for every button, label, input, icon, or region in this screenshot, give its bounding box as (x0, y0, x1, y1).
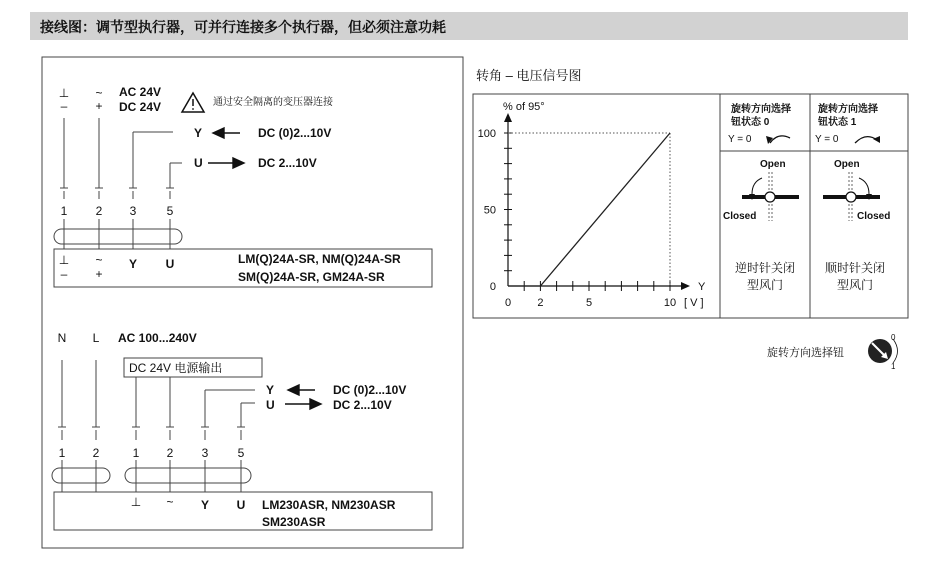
box-label: ~ (166, 495, 174, 509)
cable-bundle-230v-supply (52, 468, 110, 483)
col0-title-line2: 钮状态 0 (731, 117, 770, 128)
closed-label: Closed (723, 211, 757, 222)
wiring-frame (42, 57, 463, 548)
col0-y-value: Y = 0 (728, 134, 752, 145)
terminal-number: 5 (237, 446, 245, 460)
y-tick-label: 100 (477, 128, 496, 140)
y-axis-arrow (504, 113, 512, 122)
model-names-line1: LM230ASR, NM230ASR (262, 498, 396, 512)
terminal-number: 2 (166, 446, 174, 460)
signal-u-value: DC 2...10V (258, 156, 317, 170)
dc-output-label: DC 24V 电源输出 (129, 361, 223, 375)
signal-u-label: U (266, 398, 275, 412)
x-tick-label: 0 (504, 297, 512, 309)
signal-u-label: U (194, 156, 203, 170)
signal-y-value: DC (0)2...10V (333, 383, 407, 397)
signal-y-value: DC (0)2...10V (258, 126, 332, 140)
box-label: ~ (95, 253, 103, 267)
x-axis-arrow (681, 282, 690, 290)
signal-y-label: Y (194, 126, 203, 140)
switch-pos-0: 0 (891, 333, 896, 342)
box-label: U (165, 257, 175, 271)
y-tick-label: 0 (489, 281, 496, 293)
col0-title-line1: 旋转方向选择 (731, 104, 791, 115)
terminal-number: 5 (166, 204, 174, 218)
col1-title-line2: 钮状态 1 (818, 117, 857, 128)
supply-label-plus: + (95, 99, 103, 113)
box-label: ⊥ (58, 253, 70, 267)
signal-y-label: Y (266, 383, 275, 397)
x-axis-label: Y (698, 281, 706, 293)
box-label: ⊥ (130, 495, 142, 509)
supply-label-n: N (57, 331, 67, 345)
model-names-line2: SM(Q)24A-SR, GM24A-SR (238, 270, 385, 284)
x-axis-unit: [ V ] (684, 297, 704, 309)
supply-voltage-ac230: AC 100...240V (118, 331, 197, 345)
series-line (508, 133, 670, 286)
open-label: Open (834, 159, 860, 170)
supply-voltage-dc: DC 24V (119, 100, 162, 114)
model-names-line2: SM230ASR (262, 515, 326, 529)
supply-label-minus: – (60, 99, 68, 113)
cable-bundle-24v (54, 229, 182, 244)
model-names-line1: LM(Q)24A-SR, NM(Q)24A-SR (238, 252, 401, 266)
col0-caption-line2: 型风门 (746, 278, 784, 292)
open-label: Open (760, 159, 786, 170)
col1-caption-line2: 型风门 (836, 278, 874, 292)
terminal-number: 1 (60, 204, 68, 218)
x-tick-label: 2 (537, 297, 544, 309)
terminal-number: 2 (95, 204, 103, 218)
terminal-number: 3 (201, 446, 209, 460)
switch-label: 旋转方向选择钮 (767, 347, 844, 359)
angle-voltage-chart (478, 101, 706, 309)
terminal-number: 3 (129, 204, 137, 218)
terminal-number: 1 (58, 446, 66, 460)
col0-caption-line1: 逆时针关闭 (734, 261, 796, 275)
col1-caption-line1: 顺时针关闭 (824, 261, 886, 275)
y-axis-label: % of 95° (503, 101, 545, 113)
y-tick-label: 50 (483, 204, 496, 217)
closed-label: Closed (857, 211, 891, 222)
box-label: Y (128, 257, 138, 271)
ccw-arrow-icon (770, 136, 790, 143)
col1-title-line1: 旋转方向选择 (818, 104, 878, 115)
x-tick-label: 5 (585, 297, 593, 309)
signal-u-value: DC 2...10V (333, 398, 392, 412)
warning-icon (182, 93, 204, 112)
box-label: + (95, 267, 103, 281)
supply-label-ac: ~ (95, 86, 103, 100)
header-title: 接线图：调节型执行器，可并行连接多个执行器，但必须注意功耗 (40, 20, 446, 36)
switch-pos-1: 1 (891, 362, 896, 371)
cw-arrow-icon (855, 137, 877, 143)
graph-title: 转角 – 电压信号图 (476, 68, 582, 83)
supply-voltage-ac: AC 24V (119, 85, 162, 99)
warning-text: 通过安全隔离的变压器连接 (213, 97, 333, 108)
supply-label-gnd: ⊥ (58, 86, 70, 100)
col1-y-value: Y = 0 (815, 134, 839, 145)
supply-label-l: L (92, 331, 100, 345)
x-tick-label: 10 (663, 297, 677, 309)
terminal-number: 2 (92, 446, 100, 460)
box-label: – (60, 267, 68, 281)
box-label: Y (200, 498, 210, 512)
terminal-number: 1 (132, 446, 140, 460)
box-label: U (236, 498, 246, 512)
cable-bundle-230v-signal (125, 468, 251, 483)
direction-switch-icon (868, 339, 898, 363)
